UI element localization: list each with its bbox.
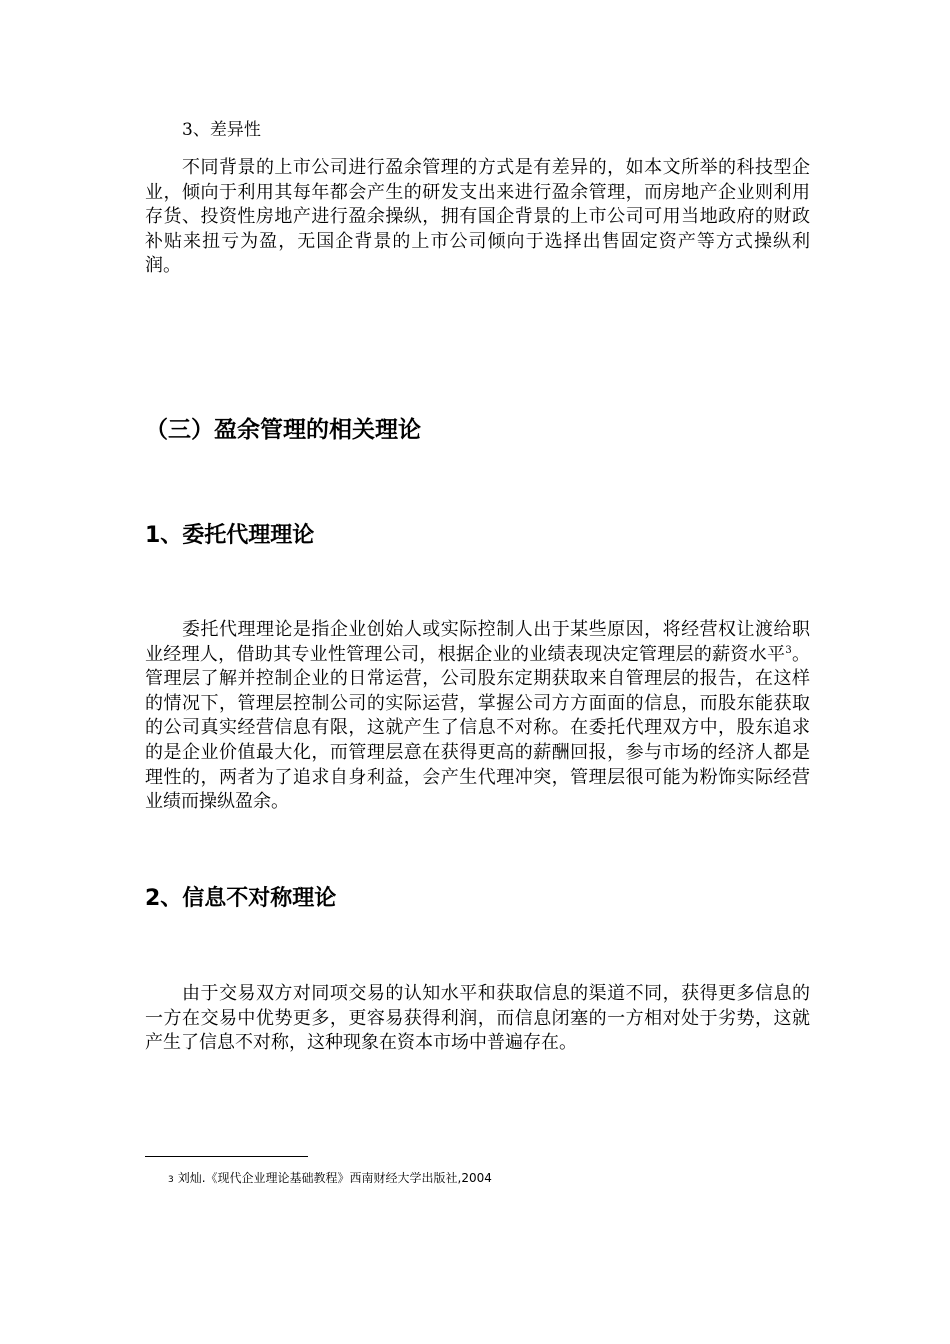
footnote [168,1169,492,1189]
paragraph-differences: 不同背景的上市公司进行盈余管理的方式是有差异的，如本文所举的科技型企业，倾向于利用其每年都会产生的研发支出来进行盈余管理，而房地产企业则利用存货、投资性房地产进行盈余操纵，拥有国企背景的上市公司可用当地政府的财政补贴来扭亏为盈，无国企背景的上市公司倾向于选择出售固定资产等方式操纵利润。 [145,157,810,277]
paragraph-information-asymmetry: 由于交易双方对同项交易的认知水平和获取信息的渠道不同，获得更多信息的一方在交易中优势更多，更容易获得利润，而信息闭塞的一方相对处于劣势，这就产生了信息不对称，这种现象在资本市场中普遍存在。 [145,983,810,1054]
paragraph-text: 委托代理理论是指企业创始人或实际控制人出于某些原因，将经营权让渡给职业经理人，借助其专业性管理公司，根据企业的业绩表现决定管理层的薪资水平 [145,619,810,665]
paragraph-agency-theory [145,618,810,815]
list-item-title: 3、差异性 [182,120,261,140]
footnote-text: 刘灿.《现代企业理论基础教程》西南财经大学出版社,2004 [177,1171,492,1185]
subsection-heading-agency-theory: 1、委托代理理论 [145,523,315,548]
subsection-heading-information-asymmetry: 2、信息不对称理论 [145,886,337,911]
footnote-number: 3 [168,1175,174,1185]
footnote-reference[interactable]: 3 [785,644,792,656]
footnote-divider [145,1156,308,1157]
paragraph-text: 。管理层了解并控制企业的日常运营，公司股东定期获取来自管理层的报告，在这样的情况下，管理层控制公司的实际运营，掌握公司方方面面的信息，而股东能获取的公司真实经营信息有限，这就产生了信息不对称。在委托代理双方中，股东追求的是企业价值最大化，而管理层意在获得更高的薪酬回报，参与市场的经济人都是理性的，两者为了追求自身利益，会产生代理冲突，管理层很可能为粉饰实际经营业绩而操纵盈余。 [145,643,810,813]
section-heading: （三）盈余管理的相关理论 [145,417,421,443]
